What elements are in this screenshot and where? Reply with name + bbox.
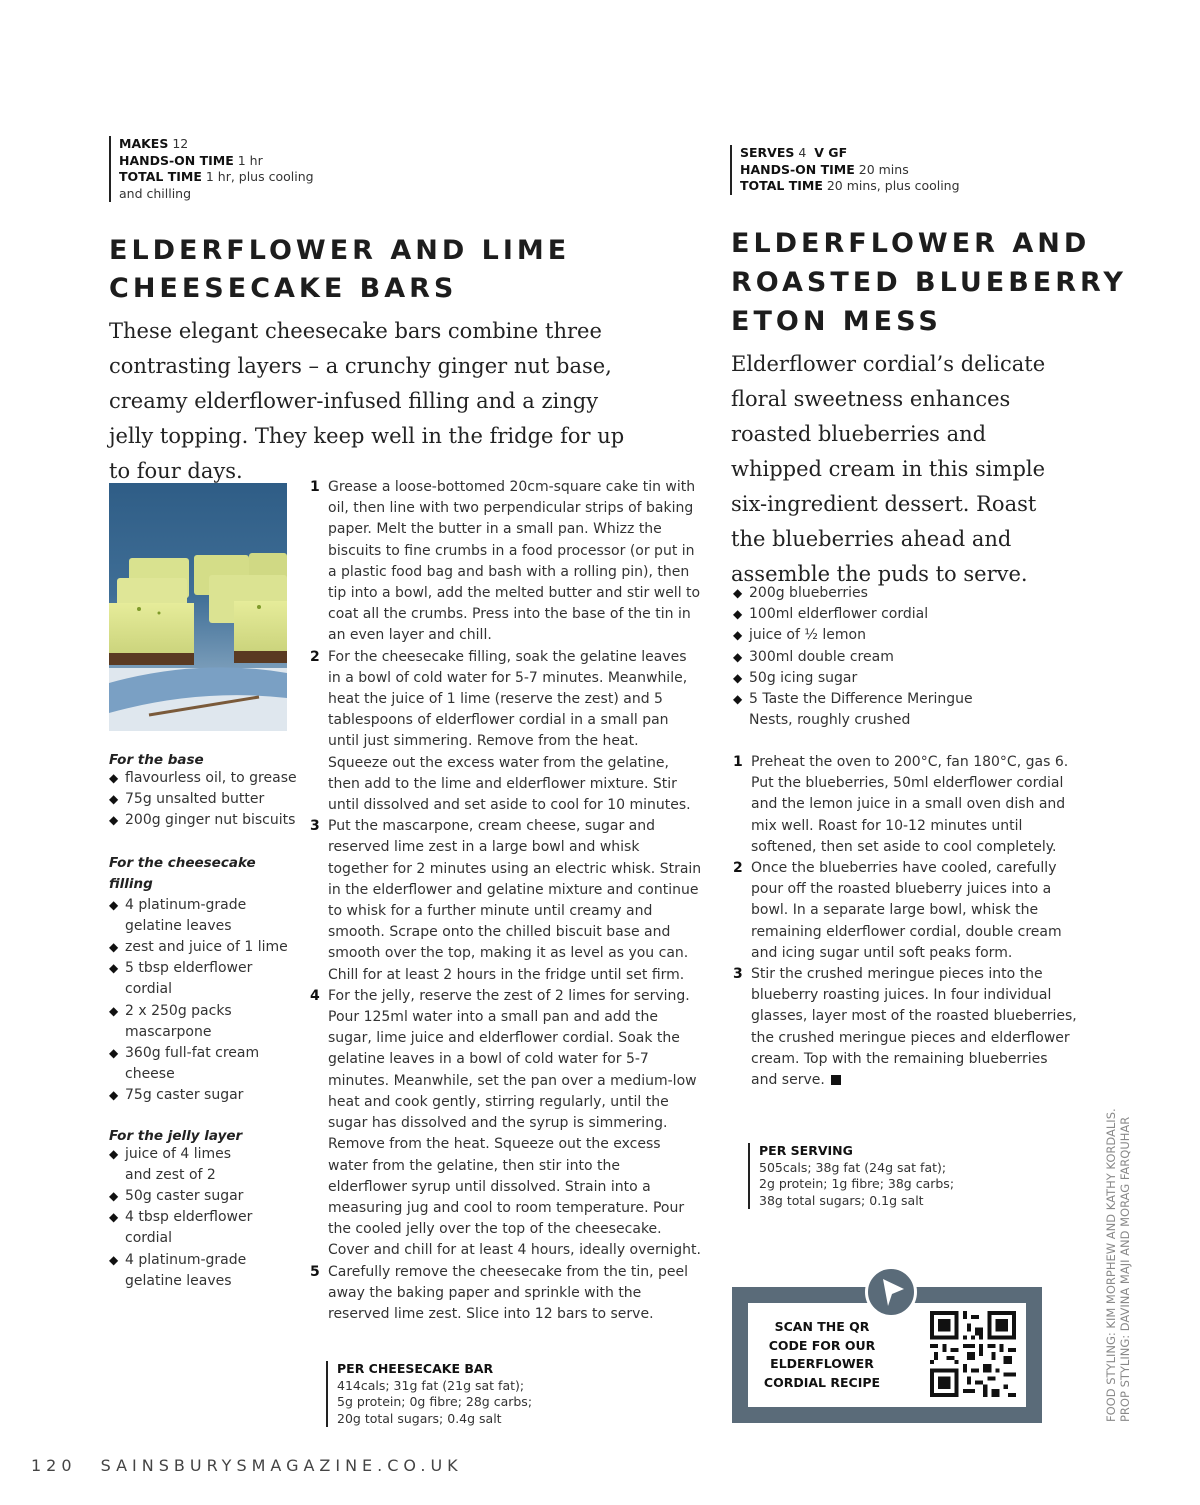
nutrition-line: 20g total sugars; 0.4g salt bbox=[337, 1410, 502, 1426]
serves-value: 4 bbox=[798, 145, 807, 160]
diet-tags: V GF bbox=[814, 145, 848, 160]
method-right bbox=[733, 752, 1078, 1091]
step-number: 3 bbox=[733, 966, 743, 983]
photo-credits bbox=[1104, 1108, 1132, 1422]
ingredient-item: ◆ 200g blueberries bbox=[733, 583, 993, 604]
step-number: 3 bbox=[310, 818, 320, 835]
qr-promo-text bbox=[748, 1303, 896, 1407]
nutrition-line: 505cals; 38g fat (24g sat fat); bbox=[759, 1159, 947, 1175]
ingredient-item: ◆ juice of 4 limes and zest of 2 bbox=[109, 1144, 255, 1186]
ingredient-group-heading: For the cheesecake filling bbox=[109, 854, 256, 892]
makes-label: MAKES bbox=[119, 136, 169, 151]
play-arrow-icon[interactable] bbox=[865, 1266, 917, 1318]
step-text: Preheat the oven to 200°C, fan 180°C, gas 6. Put the blueberries, 50ml elderflower cordial and the lemon juice in a small oven dish and mix well. Roast for 10-12 minutes until softened, then set aside to cool completely. bbox=[751, 754, 1069, 855]
ingredient-list bbox=[109, 895, 299, 1107]
cheesecake-bars-image bbox=[109, 483, 287, 731]
nutrition-left bbox=[326, 1361, 567, 1427]
step-text: Once the blueberries have cooled, carefully pour off the roasted blueberry juices into a bowl. In a separate large bowl, whisk the remaining elderflower cordial, double cream and icing sugar until soft peaks form. bbox=[751, 860, 1062, 961]
ingredients-right bbox=[733, 583, 993, 731]
end-mark-icon bbox=[831, 1075, 841, 1085]
title-line: ELDERFLOWER AND bbox=[731, 228, 1091, 259]
title-line: ELDERFLOWER AND LIME bbox=[109, 235, 571, 266]
nutrition-heading: PER CHEESECAKE BAR bbox=[337, 1361, 494, 1376]
nutrition-line: 2g protein; 1g fibre; 38g carbs; bbox=[759, 1176, 955, 1191]
method-step bbox=[733, 858, 1078, 964]
ingredient-item: ◆ 4 platinum-grade gelatine leaves bbox=[109, 1250, 275, 1292]
ingredient-item: ◆ 50g icing sugar bbox=[733, 668, 993, 689]
ingredient-item: ◆ juice of ½ lemon bbox=[733, 625, 993, 646]
method-step bbox=[733, 964, 1078, 1091]
ingredient-item: ◆ 5 tbsp elderflower cordial bbox=[109, 958, 265, 1000]
ingredient-item: ◆ zest and juice of 1 lime bbox=[109, 937, 299, 958]
credit-line: FOOD STYLING: KIM MORPHEW AND KATHY KORDALIS. bbox=[1104, 1108, 1118, 1422]
total-time-value: 20 mins, plus cooling bbox=[826, 178, 960, 193]
ingredient-item: ◆ 4 platinum-grade gelatine leaves bbox=[109, 895, 299, 937]
method-step bbox=[310, 816, 702, 986]
ingredient-item: ◆ 100ml elderflower cordial bbox=[733, 604, 993, 625]
method-left bbox=[310, 477, 702, 1325]
qr-text-line: CORDIAL RECIPE bbox=[763, 1374, 881, 1390]
step-text: Put the mascarpone, cream cheese, sugar and reserved lime zest in a large bowl and whisk together for 2 minutes using an electric whisk. Strain in the elderflower and gelatine mixture and continue to whisk for a further minute until creamy and smooth. Scrape onto the chilled biscuit base and smooth over the top, making it as level as you can. Chill for at least 2 hours in the fridge until set firm. bbox=[328, 818, 702, 983]
nutrition-line: 414cals; 31g fat (21g sat fat); bbox=[337, 1377, 525, 1393]
ingredient-item: ◆ 75g caster sugar bbox=[109, 1085, 299, 1106]
title-line: ETON MESS bbox=[731, 306, 942, 337]
recipe-intro-right: Elderflower cordial’s delicate floral sweetness enhances roasted blueberries and whipped cream in this simple six-ingredient dessert. Roast the blueberries ahead and assemble the puds to serve. bbox=[731, 352, 1046, 586]
site-url[interactable]: SAINSBURYSMAGAZINE.CO.UK bbox=[100, 1456, 463, 1475]
nutrition-line: 38g total sugars; 0.1g salt bbox=[759, 1192, 924, 1208]
title-line: CHEESECAKE BARS bbox=[109, 273, 458, 304]
total-time-label: TOTAL TIME bbox=[119, 169, 202, 184]
step-text: Carefully remove the cheesecake from the tin, peel away the baking paper and sprinkle with the reserved lime zest. Slice into 12 bars to serve. bbox=[328, 1263, 689, 1322]
ingredient-list bbox=[109, 768, 299, 832]
play-arrow-graphic bbox=[868, 1269, 914, 1315]
ingredient-group-heading: For the base bbox=[109, 752, 204, 768]
ingredient-item: ◆ 300ml double cream bbox=[733, 647, 993, 668]
ingredient-item: ◆ 360g full-fat cream cheese bbox=[109, 1043, 295, 1085]
credit-line: PROP STYLING: DAVINA MAJI AND MORAG FARQUHAR bbox=[1118, 1116, 1132, 1422]
qr-code-icon[interactable] bbox=[930, 1311, 1016, 1397]
recipe-intro-left: These elegant cheesecake bars combine three contrasting layers – a crunchy ginger nut base, creamy elderflower-infused filling and a zingy jelly topping. They keep well in the fridge for up to four days. bbox=[109, 319, 625, 483]
ingredient-item: ◆ 200g ginger nut biscuits bbox=[109, 810, 299, 831]
nutrition-right bbox=[748, 1143, 989, 1209]
nutrition-heading: PER SERVING bbox=[759, 1143, 853, 1158]
step-number: 2 bbox=[733, 860, 743, 877]
qr-text-line: ELDERFLOWER bbox=[770, 1356, 874, 1371]
ingredients-left bbox=[109, 742, 299, 1292]
cheesecake-photo bbox=[109, 483, 287, 731]
step-number: 4 bbox=[310, 987, 320, 1004]
method-step bbox=[310, 1262, 702, 1326]
makes-value: 12 bbox=[172, 136, 189, 151]
hands-on-value: 20 mins bbox=[858, 161, 909, 177]
recipe-title-right bbox=[731, 224, 1127, 341]
step-text: Grease a loose-bottomed 20cm-square cake tin with oil, then line with two perpendicular strips of baking paper. Melt the butter in a small pan. Whizz the biscuits to fine crumbs in a food processor (or put in a plastic food bag and bash with a rolling pin), then tip into a bowl, add the melted butter and stir well to coat all the crumbs. Press into the base of the tin in an even layer and chill. bbox=[328, 479, 701, 644]
ingredient-list bbox=[109, 1144, 299, 1292]
qr-text-line: CODE FOR OUR bbox=[768, 1337, 876, 1353]
step-text: For the cheesecake filling, soak the gelatine leaves in a bowl of cold water for 5-7 minutes. Meanwhile, heat the juice of 1 lime (reserve the zest) and 5 tablespoons of elderflower cordial in a small pan until just simmering. Remove from the heat. Squeeze out the excess water from the gelatine, then add to the lime and elderflower mixture. Stir until dissolved and set aside to cool for 10 minutes. bbox=[328, 648, 691, 814]
total-time-label: TOTAL TIME bbox=[740, 178, 823, 193]
step-number: 5 bbox=[310, 1263, 320, 1280]
ingredient-item: ◆ 2 x 250g packs mascarpone bbox=[109, 1001, 275, 1043]
hands-on-label: HANDS-ON TIME bbox=[740, 161, 855, 177]
method-step bbox=[310, 986, 702, 1262]
qr-text-line: SCAN THE QR bbox=[774, 1319, 870, 1334]
ingredient-item: ◆ 5 Taste the Difference Meringue Nests, roughly crushed bbox=[733, 689, 994, 731]
step-text: For the jelly, reserve the zest of 2 limes for serving. Pour 125ml water into a small pan and add the sugar, lime juice and elderflower cordial. Soak the gelatine leaves in a bowl of cold water for 5-7 minutes. Meanwhile, set the pan over a medium-low heat and cook gently, stirring regularly, until the sugar has dissolved and the syrup is simmering. Remove from the heat. Squeeze out the excess water from the gelatine, then stir into the elderflower syrup until dissolved. Strain into a measuring jug and cool to room temperature. Pour the cooled jelly over the top of the cheesecake. Cover and chill for at least 4 hours, ideally overnight. bbox=[328, 987, 701, 1259]
recipe-meta-right bbox=[730, 145, 1000, 195]
nutrition-line: 5g protein; 0g fibre; 28g carbs; bbox=[337, 1394, 533, 1409]
qr-code-graphic bbox=[930, 1311, 1016, 1397]
step-number: 1 bbox=[733, 754, 743, 770]
method-step bbox=[733, 752, 1078, 858]
step-number: 1 bbox=[310, 479, 320, 495]
title-line: ROASTED BLUEBERRY bbox=[731, 267, 1127, 298]
recipe-meta-left bbox=[109, 136, 329, 202]
total-time-value: 1 hr, plus cooling and chilling bbox=[119, 169, 314, 201]
recipe-title-left bbox=[109, 232, 570, 308]
ingredient-item: ◆ 4 tbsp elderflower cordial bbox=[109, 1207, 275, 1249]
ingredient-group-heading: For the jelly layer bbox=[109, 1127, 243, 1144]
serves-label: SERVES bbox=[740, 145, 795, 160]
method-step bbox=[310, 647, 702, 817]
hands-on-value: 1 hr bbox=[237, 152, 263, 168]
method-step bbox=[310, 477, 702, 647]
ingredient-item: ◆ 75g unsalted butter bbox=[109, 789, 299, 810]
ingredient-item: ◆ flavourless oil, to grease bbox=[109, 768, 299, 789]
page-footer bbox=[31, 1456, 463, 1475]
hands-on-label: HANDS-ON TIME bbox=[119, 152, 234, 168]
page-number: 120 bbox=[31, 1456, 77, 1475]
step-text: Stir the crushed meringue pieces into the blueberry roasting juices. In four individual glasses, layer most of the roasted blueberries, the crushed meringue pieces and elderflower cream. Top with the remaining blueberries and serve. bbox=[751, 966, 1077, 1089]
ingredient-item: ◆ 50g caster sugar bbox=[109, 1186, 299, 1207]
step-number: 2 bbox=[310, 648, 320, 665]
